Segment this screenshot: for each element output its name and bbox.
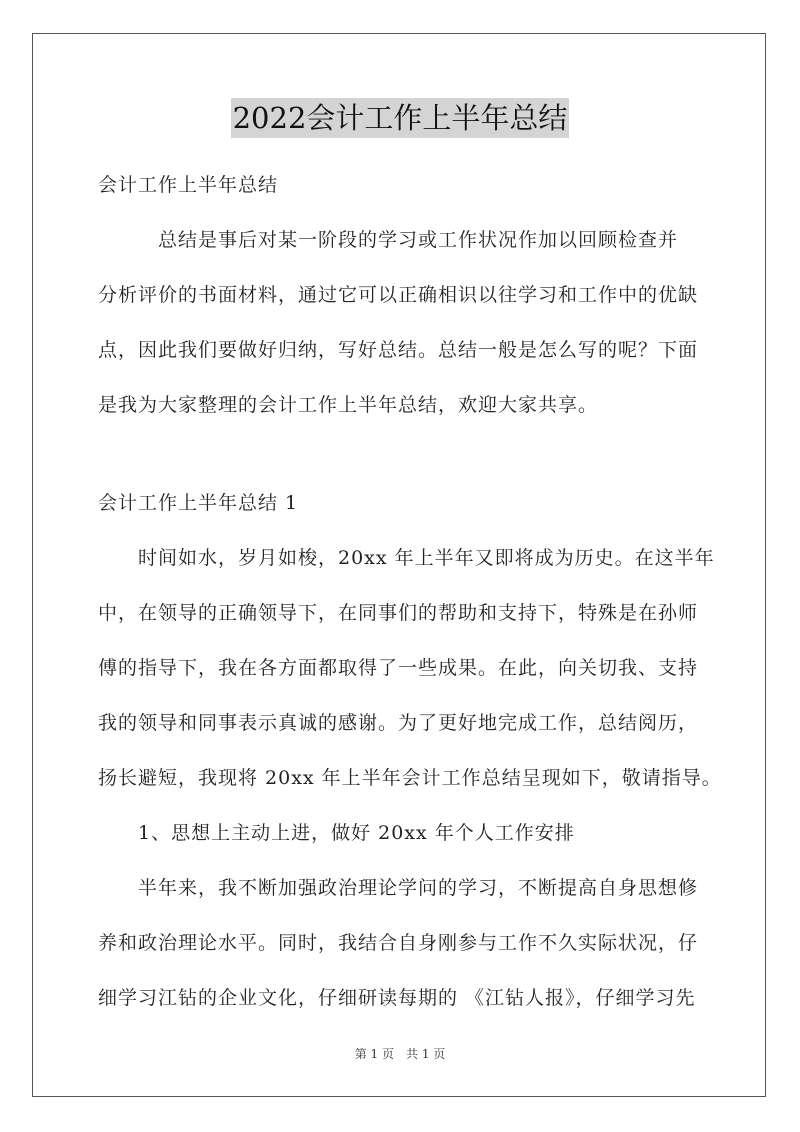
document-subtitle: 会计工作上半年总结 [98,174,279,196]
body-line: 中，在领导的正确领导下，在同事们的帮助和支持下，特殊是在孙师 [98,602,699,624]
section-heading: 会计工作上半年总结 1 [98,492,299,514]
body-line: 细学习江钻的企业文化，仔细研读每期的 《江钻人报》，仔细学习先 [98,987,696,1009]
subtitle-block [98,158,718,213]
body-line: 半年来，我不断加强政治理论学问的学习，不断提高自身思想修 [98,877,699,899]
page-footer [0,1045,800,1062]
intro-line: 点，因此我们要做好归纳，写好总结。总结一般是怎么写的呢？下面 [98,339,699,361]
body-line: 扬长避短，我现将 20xx 年上半年会计工作总结呈现如下，敬请指导。 [98,767,722,789]
section-heading-block [98,476,718,531]
body-line: 1、思想上主动上进，做好 20xx 年个人工作安排 [98,822,575,844]
intro-line: 总结是事后对某一阶段的学习或工作状况作加以回顾检查并 [98,229,679,251]
body-line: 我的领导和同事表示真诚的感谢。为了更好地完成工作，总结阅历， [98,712,699,734]
document-title: 2022会计工作上半年总结 [231,98,570,138]
body-line: 养和政治理论水平。同时，我结合自身刚参与工作不久实际状况，仔 [98,932,699,954]
intro-line: 分析评价的书面材料，通过它可以正确相识以往学习和工作中的优缺 [98,284,699,306]
page-number: 第 1 页 共 1 页 [354,1047,446,1061]
title-wrapper [0,98,800,138]
intro-line: 是我为大家整理的会计工作上半年总结，欢迎大家共享。 [98,394,599,416]
body-line: 时间如水，岁月如梭，20xx 年上半年又即将成为历史。在这半年 [98,547,715,569]
body-line: 傅的指导下，我在各方面都取得了一些成果。在此，向关切我、支持 [98,657,699,679]
body-paragraphs [98,531,722,1026]
intro-paragraph [98,213,718,433]
